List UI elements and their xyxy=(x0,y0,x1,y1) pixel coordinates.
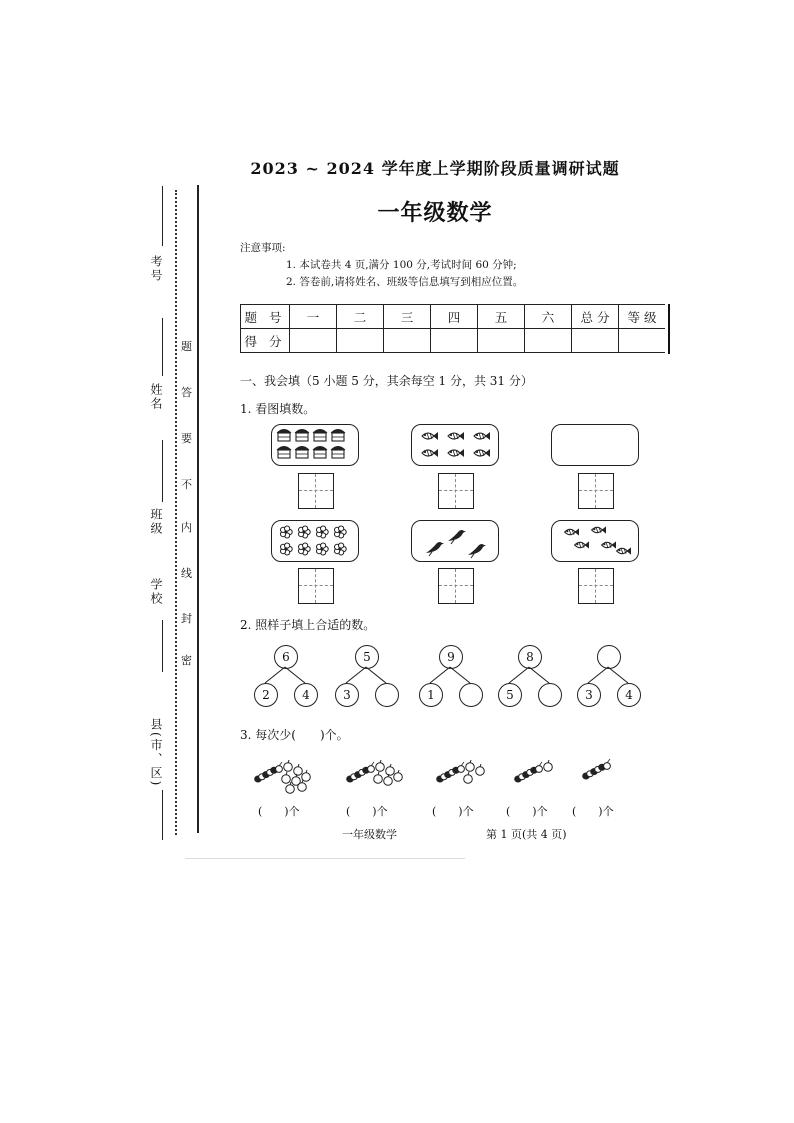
score-header-cell: 六 xyxy=(525,305,572,329)
apple-icon xyxy=(466,760,475,771)
score-cell[interactable] xyxy=(619,329,666,353)
picture-frame-empty xyxy=(551,424,639,466)
score-header-cell: 总 分 xyxy=(572,305,619,329)
seal-char: 内 xyxy=(181,521,192,534)
score-header-cell: 题 号 xyxy=(241,305,290,329)
cake-icons xyxy=(272,425,358,465)
picture-frame-fish-6 xyxy=(411,424,499,466)
answer-box-6[interactable] xyxy=(578,568,614,604)
score-header-cell: 三 xyxy=(384,305,431,329)
score-cell[interactable] xyxy=(525,329,572,353)
apple-icon xyxy=(386,764,395,775)
fish-icon xyxy=(592,526,606,533)
fish-icon xyxy=(422,432,438,440)
q3-answer-blank[interactable]: ( )个 xyxy=(572,805,614,818)
apple-icon xyxy=(394,770,403,781)
flower-icon xyxy=(298,543,310,555)
fish-icon xyxy=(474,432,490,440)
fish-icon xyxy=(474,449,490,457)
picture-frame-birds xyxy=(411,520,499,562)
tree-left-circle: 1 xyxy=(419,683,443,707)
flower-icon xyxy=(334,543,346,555)
apple-icon xyxy=(374,772,383,783)
apple-icon xyxy=(298,780,307,791)
county-blank[interactable] xyxy=(162,790,163,840)
tree-right-circle[interactable] xyxy=(375,683,399,707)
tree-right-circle: 4 xyxy=(617,683,641,707)
county-label: 县(市、区) xyxy=(149,718,163,788)
q3-answer-blank[interactable]: ( )个 xyxy=(258,805,300,818)
cake-icon xyxy=(313,430,327,442)
apple-icon xyxy=(302,770,311,781)
fish-icon xyxy=(448,432,464,440)
cake-icon xyxy=(295,447,309,459)
exam-no-label: 考号 xyxy=(149,255,163,283)
score-header-cell: 四 xyxy=(431,305,478,329)
flower-icon xyxy=(280,526,292,538)
q3-answer-blank[interactable]: ( )个 xyxy=(432,805,474,818)
tree-top-circle: 6 xyxy=(274,645,298,669)
apple-icon xyxy=(376,760,385,771)
apple-icon xyxy=(294,764,303,775)
fish-icon xyxy=(602,541,616,548)
score-cell[interactable] xyxy=(337,329,384,353)
notes-item-2: 2. 答卷前,请将姓名、班级等信息填写到相应位置。 xyxy=(286,276,524,288)
seal-char: 线 xyxy=(181,567,192,580)
question-3-label: 3. 每次少( )个。 xyxy=(240,728,349,742)
name-blank[interactable] xyxy=(162,318,163,376)
caterpillar-icon xyxy=(255,762,283,782)
answer-box-5[interactable] xyxy=(438,568,474,604)
exam-title: 2023 ~ 2024 学年度上学期阶段质量调研试题 xyxy=(250,159,620,178)
notes-heading: 注意事项: xyxy=(240,242,286,254)
tree-left-circle: 3 xyxy=(577,683,601,707)
fish-icon xyxy=(617,547,631,554)
fish-icon xyxy=(448,449,464,457)
apple-icon xyxy=(284,760,293,771)
name-label: 姓名 xyxy=(149,383,163,411)
score-table-edge xyxy=(668,304,670,354)
seal-char: 封 xyxy=(181,612,192,625)
cake-icon xyxy=(277,447,291,459)
question-1-label: 1. 看图填数。 xyxy=(240,402,316,416)
tree-left-circle: 5 xyxy=(498,683,522,707)
seal-char: 不 xyxy=(181,478,192,491)
tree-top-circle: 5 xyxy=(355,645,379,669)
flower-icon xyxy=(316,543,328,555)
footer-subject: 一年级数学 xyxy=(342,828,397,841)
binding-solid-line xyxy=(197,185,199,833)
school-label: 学校 xyxy=(149,578,163,606)
seal-char: 答 xyxy=(181,386,192,399)
caterpillar-icon xyxy=(515,762,543,782)
class-blank[interactable] xyxy=(162,440,163,502)
score-cell[interactable] xyxy=(478,329,525,353)
exam-no-blank[interactable] xyxy=(162,186,163,246)
cake-icon xyxy=(313,447,327,459)
bird-icon xyxy=(426,542,444,556)
cake-icon xyxy=(277,430,291,442)
apple-icon xyxy=(286,782,295,793)
tree-top-circle[interactable] xyxy=(597,645,621,669)
picture-frame-cakes xyxy=(271,424,359,466)
seal-char: 密 xyxy=(181,654,192,667)
tree-left-circle: 2 xyxy=(254,683,278,707)
flower-icon xyxy=(298,526,310,538)
seal-char: 题 xyxy=(181,340,192,353)
apple-icon xyxy=(476,764,485,775)
flower-icon xyxy=(280,543,292,555)
fish-icons xyxy=(412,425,498,465)
fish-icons-2 xyxy=(552,521,638,561)
score-cell[interactable] xyxy=(572,329,619,353)
tree-right-circle[interactable] xyxy=(538,683,562,707)
binding-dotted-line xyxy=(175,190,177,835)
tree-top-circle: 9 xyxy=(439,645,463,669)
tree-top-circle: 8 xyxy=(518,645,542,669)
flower-icon xyxy=(316,526,328,538)
q3-answer-blank[interactable]: ( )个 xyxy=(346,805,388,818)
caterpillar-icon xyxy=(437,762,465,782)
score-cell[interactable] xyxy=(384,329,431,353)
picture-frame-fish-5 xyxy=(551,520,639,562)
score-header-cell: 等 级 xyxy=(619,305,666,329)
cake-icon xyxy=(331,447,345,459)
score-table-header-row xyxy=(241,305,666,329)
cake-icon xyxy=(331,430,345,442)
score-cell[interactable] xyxy=(431,329,478,353)
seal-char: 要 xyxy=(181,432,192,445)
bird-icons xyxy=(412,521,498,561)
flower-icons xyxy=(272,521,358,561)
answer-box-4[interactable] xyxy=(298,568,334,604)
tree-left-circle: 3 xyxy=(335,683,359,707)
fish-icon xyxy=(565,528,579,535)
section-1-heading: 一、我会填（5 小题 5 分，其余每空 1 分，共 31 分） xyxy=(240,374,533,388)
apple-icon xyxy=(282,772,291,783)
apple-icon xyxy=(464,772,473,783)
fish-icon xyxy=(422,449,438,457)
score-cell[interactable] xyxy=(290,329,337,353)
question-2-label: 2. 照样子填上合适的数。 xyxy=(240,618,376,632)
bird-icon xyxy=(468,544,486,558)
answer-box-3[interactable] xyxy=(578,473,614,509)
score-header-cell: 二 xyxy=(337,305,384,329)
caterpillar-icon xyxy=(583,759,611,779)
footer-page: 第 1 页(共 4 页) xyxy=(486,828,567,841)
score-table xyxy=(240,304,665,353)
apple-icon xyxy=(544,760,553,771)
q3-answer-blank[interactable]: ( )个 xyxy=(506,805,548,818)
class-label: 班级 xyxy=(149,508,163,536)
apple-icon xyxy=(384,774,393,785)
fish-icon xyxy=(575,541,589,548)
score-header-cell: 一 xyxy=(290,305,337,329)
school-blank[interactable] xyxy=(162,620,163,672)
exam-subject: 一年级数学 xyxy=(377,200,493,226)
bird-icon xyxy=(448,530,466,544)
apple-icon xyxy=(292,774,301,785)
score-row-label: 得 分 xyxy=(241,329,290,353)
cake-icon xyxy=(295,430,309,442)
flower-icon xyxy=(334,526,346,538)
score-table-score-row xyxy=(241,329,666,353)
tree-right-circle[interactable] xyxy=(459,683,483,707)
score-header-cell: 五 xyxy=(478,305,525,329)
caterpillar-icon xyxy=(347,762,375,782)
notes-item-1: 1. 本试卷共 4 页,满分 100 分,考试时间 60 分钟; xyxy=(286,259,517,271)
answer-box-1[interactable] xyxy=(298,473,334,509)
picture-frame-flowers xyxy=(271,520,359,562)
answer-box-2[interactable] xyxy=(438,473,474,509)
page-bottom-rule xyxy=(185,858,465,859)
tree-right-circle: 4 xyxy=(294,683,318,707)
